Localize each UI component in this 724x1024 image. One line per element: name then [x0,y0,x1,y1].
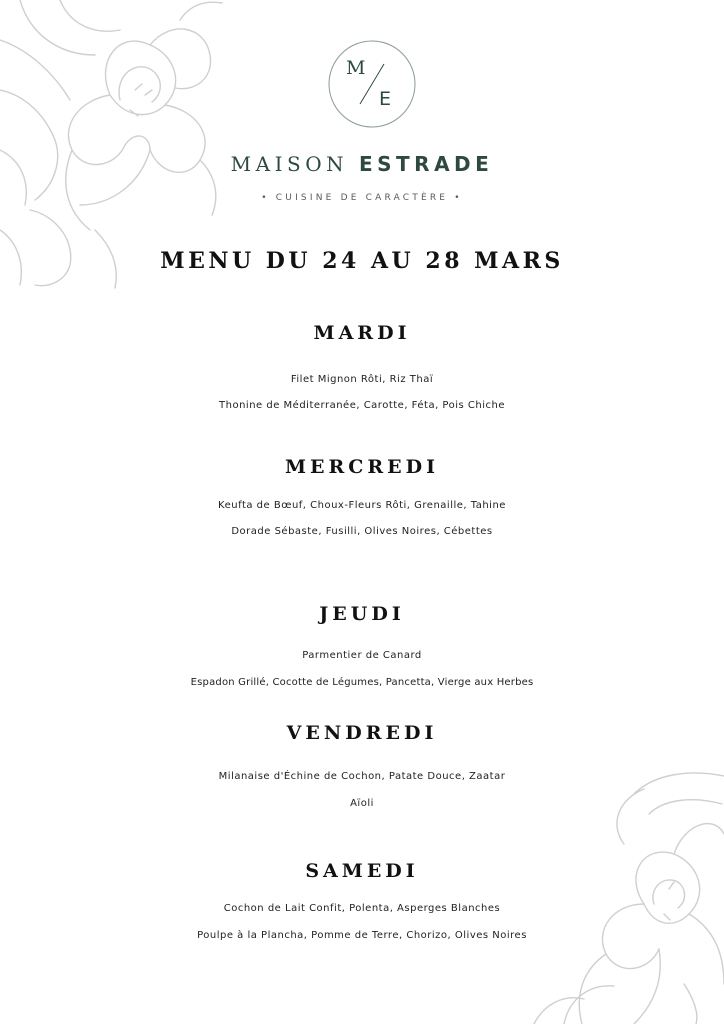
day-title-jeudi: JEUDI [319,603,405,625]
dish-item: Cochon de Lait Confit, Polenta, Asperges Blanches [223,903,501,914]
floral-decoration-icon [0,0,225,290]
brand-name [0,152,724,176]
brand-name-first: MAISON [230,152,349,176]
dish-item: Espadon Grillé, Cocotte de Légumes, Pancetta, Vierge aux Herbes [190,677,534,688]
floral-decoration-icon [524,754,724,1024]
dish-item: Aïoli [350,798,374,809]
dish-item: Thonine de Méditerranée, Carotte, Féta, Pois Chiche [219,400,505,411]
dish-item: Poulpe à la Plancha, Pomme de Terre, Chorizo, Olives Noires [197,930,527,941]
dish-item: Dorade Sébaste, Fusilli, Olives Noires, Cébettes [231,526,493,537]
day-title-samedi: SAMEDI [305,860,419,882]
day-title-mardi: MARDI [313,322,411,344]
monogram-letter-e: E [379,88,392,110]
dish-item: Filet Mignon Rôti, Riz Thaï [290,374,434,385]
day-title-vendredi: VENDREDI [286,722,438,744]
day-title-mercredi: MERCREDI [284,456,440,478]
dish-item: Keufta de Bœuf, Choux-Fleurs Rôti, Grenaille, Tahine [218,500,506,511]
dish-item: Milanaise d'Échine de Cochon, Patate Douce, Zaatar [218,771,506,782]
menu-title: MENU DU 24 AU 28 MARS [160,248,564,274]
monogram-letter-m: M [346,57,366,79]
brand-name-second: ESTRADE [358,152,494,176]
brand-tagline: • CUISINE DE CARACTÈRE • [261,193,463,203]
dish-item: Parmentier de Canard [302,650,422,661]
monogram-logo [328,40,416,128]
